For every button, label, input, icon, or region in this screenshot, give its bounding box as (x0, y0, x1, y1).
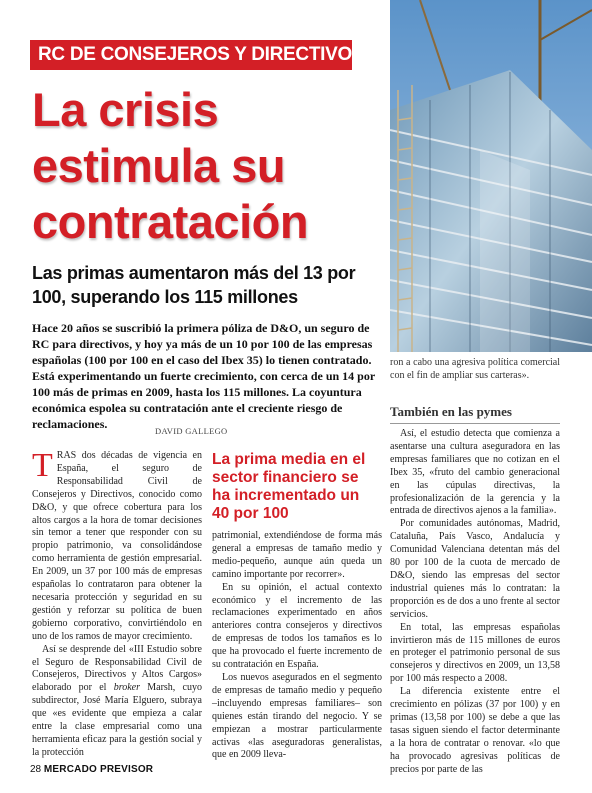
subtitle: Las primas aumentaron más del 13 por 100, superando los 115 millones (32, 263, 356, 307)
headline-line-1: La crisis (32, 83, 219, 136)
pull-quote: La prima media en el sector financiero se ha incrementado un 40 por 100 (212, 451, 366, 522)
photo-caption: ron a cabo una agresiva política comercial con el fin de ampliar sus carteras». (390, 357, 560, 381)
column-2-paragraph-3: Los nuevos asegurados en el segmento de empresas de tamaño medio y pequeño –incluyendo empresas familiares– son quienes están tirando del negocio. Y se empiezan a mostrar particularmente activas «las aseguradoras generalistas, que en 2009 lleva- (212, 671, 382, 761)
headline-line-2: estimula su (32, 139, 286, 192)
page-footer (30, 764, 153, 775)
column-3 (390, 428, 560, 775)
column-1 (32, 447, 202, 758)
column-2 (212, 530, 382, 761)
column-2-paragraph-2: En su opinión, el actual contexto económico y el incremento de las reclamaciones experimentado en años anteriores contra consejeros y directivos de empresas de todos los tamaños es lo que ha provocado el fuerte incremento de su contratación en España. (212, 581, 382, 671)
column-3-paragraph-3: En total, las empresas españolas invirtieron más de 115 millones de euros en proteger el patrimonio personal de sus consejeros y directivos en 2009, un 13,58 por 100 más respecto a 2008. (390, 621, 560, 685)
lead-paragraph: Hace 20 años se suscribió la primera póliza de D&O, un seguro de RC para directivos, y hoy ya más de un 10 por 100 de las empresas españolas (100 por 100 en el caso del Ibex 35) lo tienen contratado. Está experimentando un fuerte crecimiento, con cerca de un 14 por 100 más de primas en 2009, hasta los 115 millones. La coyuntura económica espolea su contratación ante el creciente riesgo de reclamaciones. (32, 321, 375, 431)
column-1-paragraph-1: TRAS dos décadas de vigencia en España, el seguro de Responsabilidad Civil de Consejeros y Directivos, conocido como D&O, y que ofrece cobertura para los altos cargos a la hora de tomar decisiones sin temor a tener que responder con su propio patrimonio, va consolidándose como herramienta de gestión empresarial. En 2009, un 37 por 100 más de empresas españolas lo contrataron para obtener la necesaria protección y seguridad en su gestión y reforzar su política de buen gobierno corporativo, convirtiéndolo en uno de los ramos de mayor crecimiento. (32, 447, 202, 642)
column-1-paragraph-2: Así se desprende del «III Estudio sobre el Seguro de Responsabilidad Civil de Consejeros, Directivos y Altos Cargos» elaborado por el broker Marsh, cuyo subdirector, José María Elguero, subraya que «es evidente que empieza a calar entre la clase empresarial como una herramienta eficaz para la gestión social y la protección (32, 643, 202, 758)
building-photo (390, 0, 592, 352)
page-number: 28 (30, 764, 42, 775)
headline-line-3: contratación (32, 195, 309, 248)
column-3-paragraph-1: Así, el estudio detecta que comienza a asentarse una cultura aseguradora en las empresas familiares que no cotizan en el Ibex 35, «fruto del cambio generacional en las cúpulas directivas, la profesionalización de la gerencia y la entrada de directivos ajenos a la familia». (390, 428, 560, 517)
byline: DAVID GALLEGO (155, 426, 228, 436)
section-banner: RC DE CONSEJEROS Y DIRECTIVOS (30, 40, 352, 70)
magazine-name: MERCADO PREVISOR (43, 764, 154, 775)
column-2-paragraph-1: patrimonial, extendiéndose de forma más general a empresas de tamaño medio y medio-pequeño, aunque aún queda un camino importante por recorrer». (212, 530, 382, 580)
sidebar-heading: También en las pymes (390, 404, 560, 424)
column-3-paragraph-4: La diferencia existente entre el crecimiento en pólizas (37 por 100) y en primas (13,58 por 100) se debe a que las tasas siguen siendo el factor determinante a la hora de contratar o renovar. «lo que ha provocado agresivas políticas de precios por parte de las (390, 686, 560, 775)
drop-cap: T (32, 447, 53, 484)
headline (32, 82, 382, 250)
column-3-paragraph-2: Por comunidades autónomas, Madrid, Cataluña, País Vasco, Andalucía y Comunidad Valenciana detentan más del 80 por 100 de la cuota de mercado de D&O, siendo las empresas del sector industrial quienes más lo contratan: la proporción es de dos a uno frente al sector servicios. (390, 518, 560, 620)
